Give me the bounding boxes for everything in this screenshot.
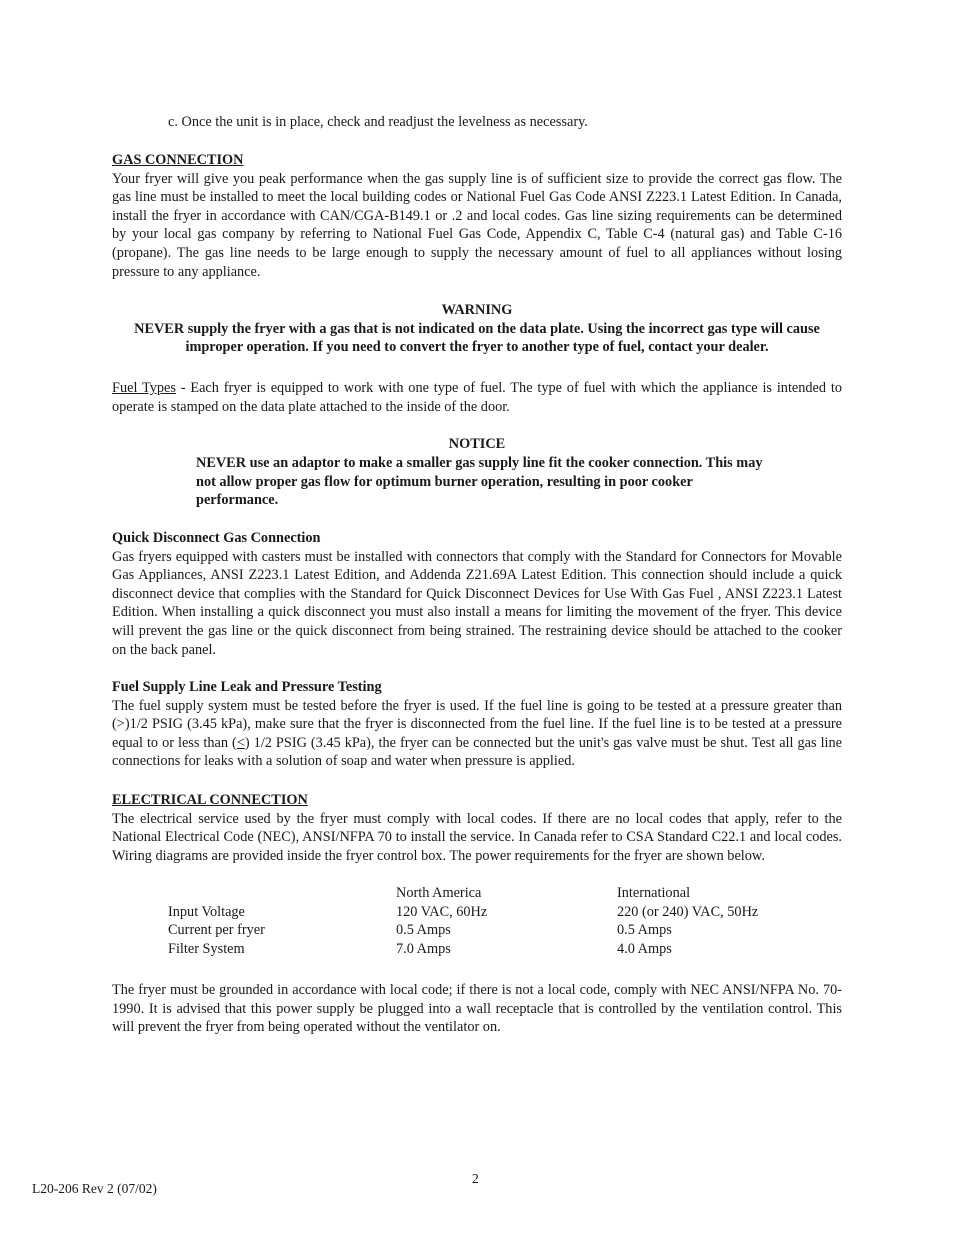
less-equal-symbol: < bbox=[236, 734, 245, 751]
table-cell: Filter System bbox=[168, 940, 245, 957]
document-id: L20-206 Rev 2 (07/02) bbox=[32, 1181, 157, 1196]
warning-text: NEVER supply the fryer with a gas that is not indicated on the data plate. Using the incorrect gas type will cause improper operation. If you need to convert the fryer to another type of fuel, contact your dealer. bbox=[134, 320, 820, 356]
table-cell: 0.5 Amps bbox=[617, 922, 672, 939]
table-cell: 120 VAC, 60Hz bbox=[396, 903, 488, 920]
fuel-types-section bbox=[112, 379, 842, 416]
table-cell: 0.5 Amps bbox=[396, 922, 451, 939]
leak-testing-heading: Fuel Supply Line Leak and Pressure Testing bbox=[112, 679, 382, 695]
notice-title-block bbox=[112, 435, 842, 454]
notice-title: NOTICE bbox=[448, 436, 506, 452]
leak-testing-section bbox=[112, 678, 842, 771]
gas-connection-heading: GAS CONNECTION bbox=[112, 152, 244, 168]
table-row bbox=[168, 921, 758, 940]
grounding-section bbox=[112, 981, 842, 1037]
table-header-cell bbox=[168, 884, 396, 903]
leak-testing-paragraph bbox=[112, 697, 842, 771]
fuel-types-text: - Each fryer is equipped to work with one type of fuel. The type of fuel with which the appliance is intended to operate is stamped on the data plate attached to the inside of the door. bbox=[112, 380, 842, 415]
table-header-cell: North America bbox=[396, 885, 482, 901]
page-number: 2 bbox=[472, 1171, 479, 1186]
quick-disconnect-section bbox=[112, 529, 842, 659]
table-cell: 220 (or 240) VAC, 50Hz bbox=[617, 903, 759, 920]
leak-testing-text-2: ) 1/2 PSIG (3.45 kPa), the fryer can be connected but the unit's gas valve must be shut. Test all gas line connections for leaks with a solution of soap and water when pressure is applied. bbox=[112, 734, 843, 770]
notice-text: NEVER use an adaptor to make a smaller gas supply line fit the cooker connection. This may not allow proper gas flow for optimum burner operation, resulting in poor cooker performance. bbox=[196, 455, 763, 509]
leak-testing-text-1: The fuel supply system must be tested before the fryer is used. If the fuel line is going to be tested at a pressure greater than (>)1/2 PSIG (3.45 kPa), make sure that the fryer is disconnected from the fuel line. If the fuel line is to be tested at a pressure equal to or less than ( bbox=[112, 697, 842, 751]
power-requirements-table bbox=[168, 884, 758, 958]
electrical-paragraph: The electrical service used by the fryer must comply with local codes. If there are no local codes that apply, refer to the National Electrical Code (NEC), ANSI/NFPA 70 to install the service. In Canada refer to CSA Standard C22.1 and local codes. Wiring diagrams are provided inside the fryer control box. The power requirements for the fryer are shown below. bbox=[112, 810, 842, 864]
electrical-heading: ELECTRICAL CONNECTION bbox=[112, 792, 308, 808]
table-header-cell: International bbox=[617, 885, 691, 901]
warning-box bbox=[112, 301, 842, 357]
quick-disconnect-paragraph: Gas fryers equipped with casters must be installed with connectors that comply with the Standard for Connectors for Movable Gas Appliances, ANSI Z223.1 Latest Edition, and Addenda Z21.69A Latest Edition. This connection should include a quick disconnect device that complies with the Standard for Quick Disconnect Devices for Use With Gas Fuel , ANSI Z223.1 Latest Edition. When installing a quick disconnect you must also install a means for limiting the movement of the fryer. This device will prevent the gas line or the quick disconnect from being strained. The restraining device should be attached to the cooker on the back panel. bbox=[112, 548, 842, 658]
table-cell: Current per fryer bbox=[168, 922, 265, 939]
table-cell: 4.0 Amps bbox=[617, 940, 672, 957]
warning-title: WARNING bbox=[441, 302, 513, 318]
step-c-text: c. Once the unit is in place, check and readjust the levelness as necessary. bbox=[168, 114, 588, 130]
table-cell: 7.0 Amps bbox=[396, 940, 451, 957]
table-header-row bbox=[168, 884, 758, 903]
fuel-types-paragraph bbox=[112, 379, 842, 416]
table-row bbox=[168, 940, 758, 959]
gas-connection-section bbox=[112, 151, 842, 281]
table-row bbox=[168, 903, 758, 922]
electrical-section bbox=[112, 791, 842, 865]
gas-connection-paragraph: Your fryer will give you peak performance when the gas supply line is of sufficient size to provide the correct gas flow. The gas line must be installed to meet the local building codes or National Fuel Gas Code ANSI Z223.1 Latest Edition. In Canada, install the fryer in accordance with CAN/CGA-B149.1 or .2 and local codes. Gas line sizing requirements can be determined by your local gas company by referring to National Fuel Gas Code, Appendix C, Table C-4 (natural gas) and Table C-16 (propane). The gas line needs to be large enough to supply the necessary amount of fuel to all appliances without losing pressure to any appliance. bbox=[112, 170, 842, 280]
quick-disconnect-heading: Quick Disconnect Gas Connection bbox=[112, 530, 321, 546]
grounding-paragraph: The fryer must be grounded in accordance with local code; if there is not a local code, comply with NEC ANSI/NFPA No. 70-1990. It is advised that this power supply be plugged into a wall receptacle that is controlled by the ventilation control. This will prevent the fryer from being operated without the ventilator on. bbox=[112, 982, 842, 1036]
fuel-types-label: Fuel Types bbox=[112, 380, 176, 396]
table-cell: Input Voltage bbox=[168, 903, 245, 920]
